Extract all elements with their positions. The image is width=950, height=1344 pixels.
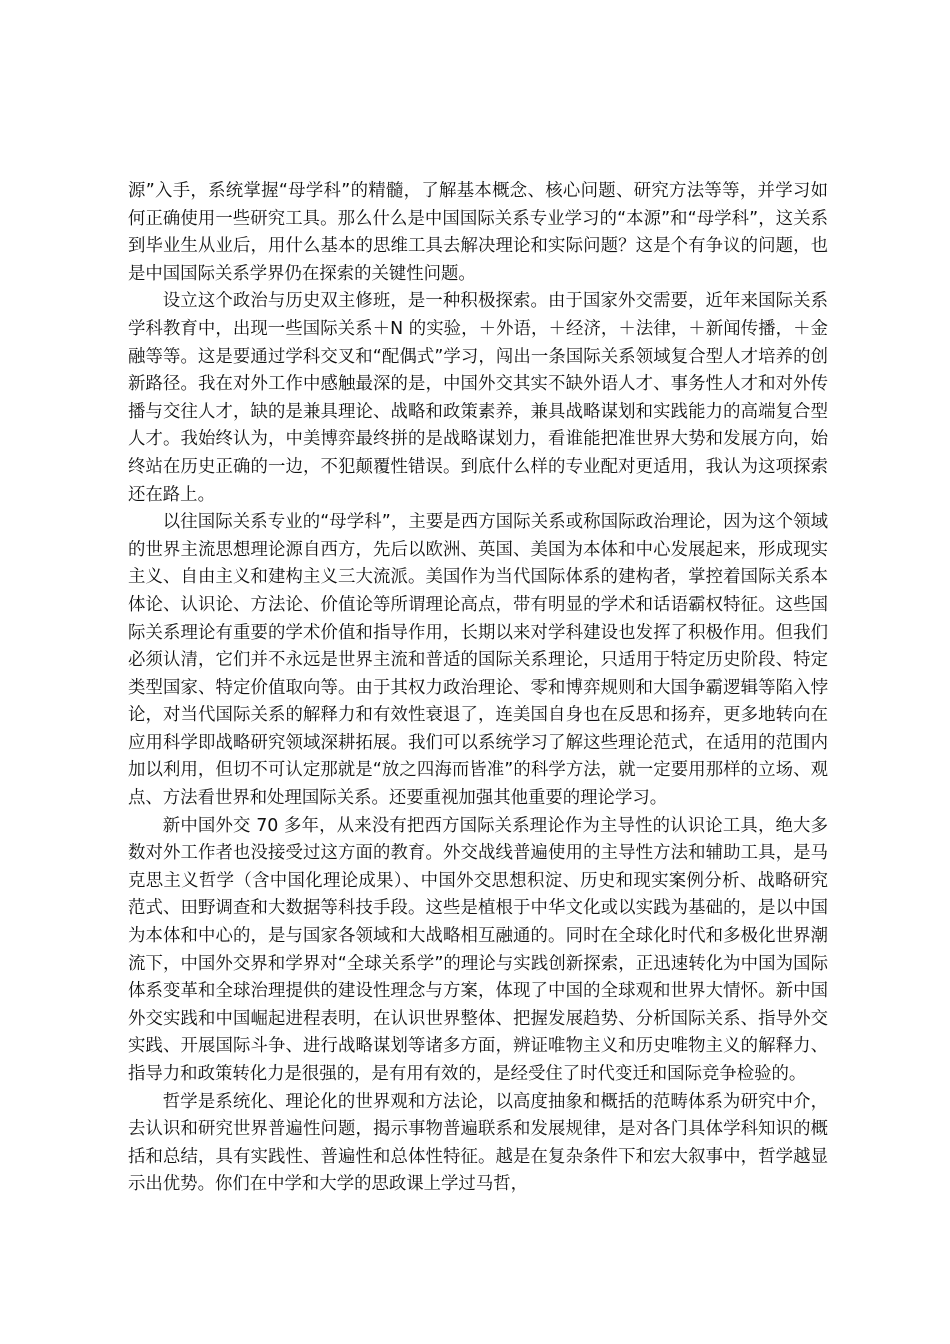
document-page	[128, 178, 828, 1199]
paragraph-3: 以往国际关系专业的“母学科”，主要是西方国际关系或称国际政治理论，因为这个领域的世界主流思想理论源自西方，先后以欧洲、英国、美国为本体和中心发展起来，形成现实主义、自由主义和建构主义三大流派。美国作为当代国际体系的建构者，掌控着国际关系本体论、认识论、方法论、价值论等所谓理论高点，带有明显的学术和话语霸权特征。这些国际关系理论有重要的学术价值和指导作用，长期以来对学科建设也发挥了积极作用。但我们必须认清，它们并不永远是世界主流和普适的国际关系理论，只适用于特定历史阶段、特定类型国家、特定价值取向等。由于其权力政治理论、零和博弈规则和大国争霸逻辑等陷入悖论，对当代国际关系的解释力和有效性衰退了，连美国自身也在反思和扬弃，更多地转向在应用科学即战略研究领域深耕拓展。我们可以系统学习了解这些理论范式，在适用的范围内加以利用，但切不可认定那就是“放之四海而皆准”的科学方法，就一定要用那样的立场、观点、方法看世界和处理国际关系。还要重视加强其他重要的理论学习。	[128, 512, 828, 809]
paragraph-2: 设立这个政治与历史双主修班，是一种积极探索。由于国家外交需要，近年来国际关系学科教育中，出现一些国际关系＋N 的实验，＋外语，＋经济，＋法律，＋新闻传播，＋金融等等。这是要通过学科交叉和“配偶式”学习，闯出一条国际关系领域复合型人才培养的创新路径。我在对外工作中感触最深的是，中国外交其实不缺外语人才、事务性人才和对外传播与交往人才，缺的是兼具理论、战略和政策素养，兼具战略谋划和实践能力的高端复合型人才。我始终认为，中美博弈最终拼的是战略谋划力，看谁能把准世界大势和发展方向，始终站在历史正确的一边，不犯颠覆性错误。到底什么样的专业配对更适用，我认为这项探索还在路上。	[128, 291, 828, 505]
paragraph-4: 新中国外交 70 多年，从来没有把西方国际关系理论作为主导性的认识论工具，绝大多数对外工作者也没接受过这方面的教育。外交战线普遍使用的主导性方法和辅助工具，是马克思主义哲学（含中国化理论成果）、中国外交思想积淀、历史和现实案例分析、战略研究范式、田野调查和大数据等科技手段。这些是植根于中华文化或以实践为基础的，是以中国为本体和中心的，是与国家各领域和大战略相互融通的。同时在全球化时代和多极化世界潮流下，中国外交界和学界对“全球关系学”的理论与实践创新探索，正迅速转化为中国为国际体系变革和全球治理提供的建设性理念与方案，体现了中国的全球观和世界大情怀。新中国外交实践和中国崛起进程表明，在认识世界整体、把握发展趋势、分析国际关系、指导外交实践、开展国际斗争、进行战略谋划等诸多方面，辨证唯物主义和历史唯物主义的解释力、指导力和政策转化力是很强的，是有用有效的，是经受住了时代变迁和国际竞争检验的。	[128, 815, 828, 1084]
paragraph-5: 哲学是系统化、理论化的世界观和方法论，以高度抽象和概括的范畴体系为研究中介，去认识和研究世界普遍性问题，揭示事物普遍联系和发展规律，是对各门具体学科知识的概括和总结，具有实践性、普遍性和总体性特征。越是在复杂条件下和宏大叙事中，哲学越显示出优势。你们在中学和大学的思政课上学过马哲，	[128, 1091, 828, 1195]
paragraph-1: 源”入手，系统掌握“母学科”的精髓，了解基本概念、核心问题、研究方法等等，并学习如何正确使用一些研究工具。那么什么是中国国际关系专业学习的“本源”和“母学科”，这关系到毕业生从业后，用什么基本的思维工具去解决理论和实际问题？这是个有争议的问题，也是中国国际关系学界仍在探索的关键性问题。	[128, 181, 828, 284]
